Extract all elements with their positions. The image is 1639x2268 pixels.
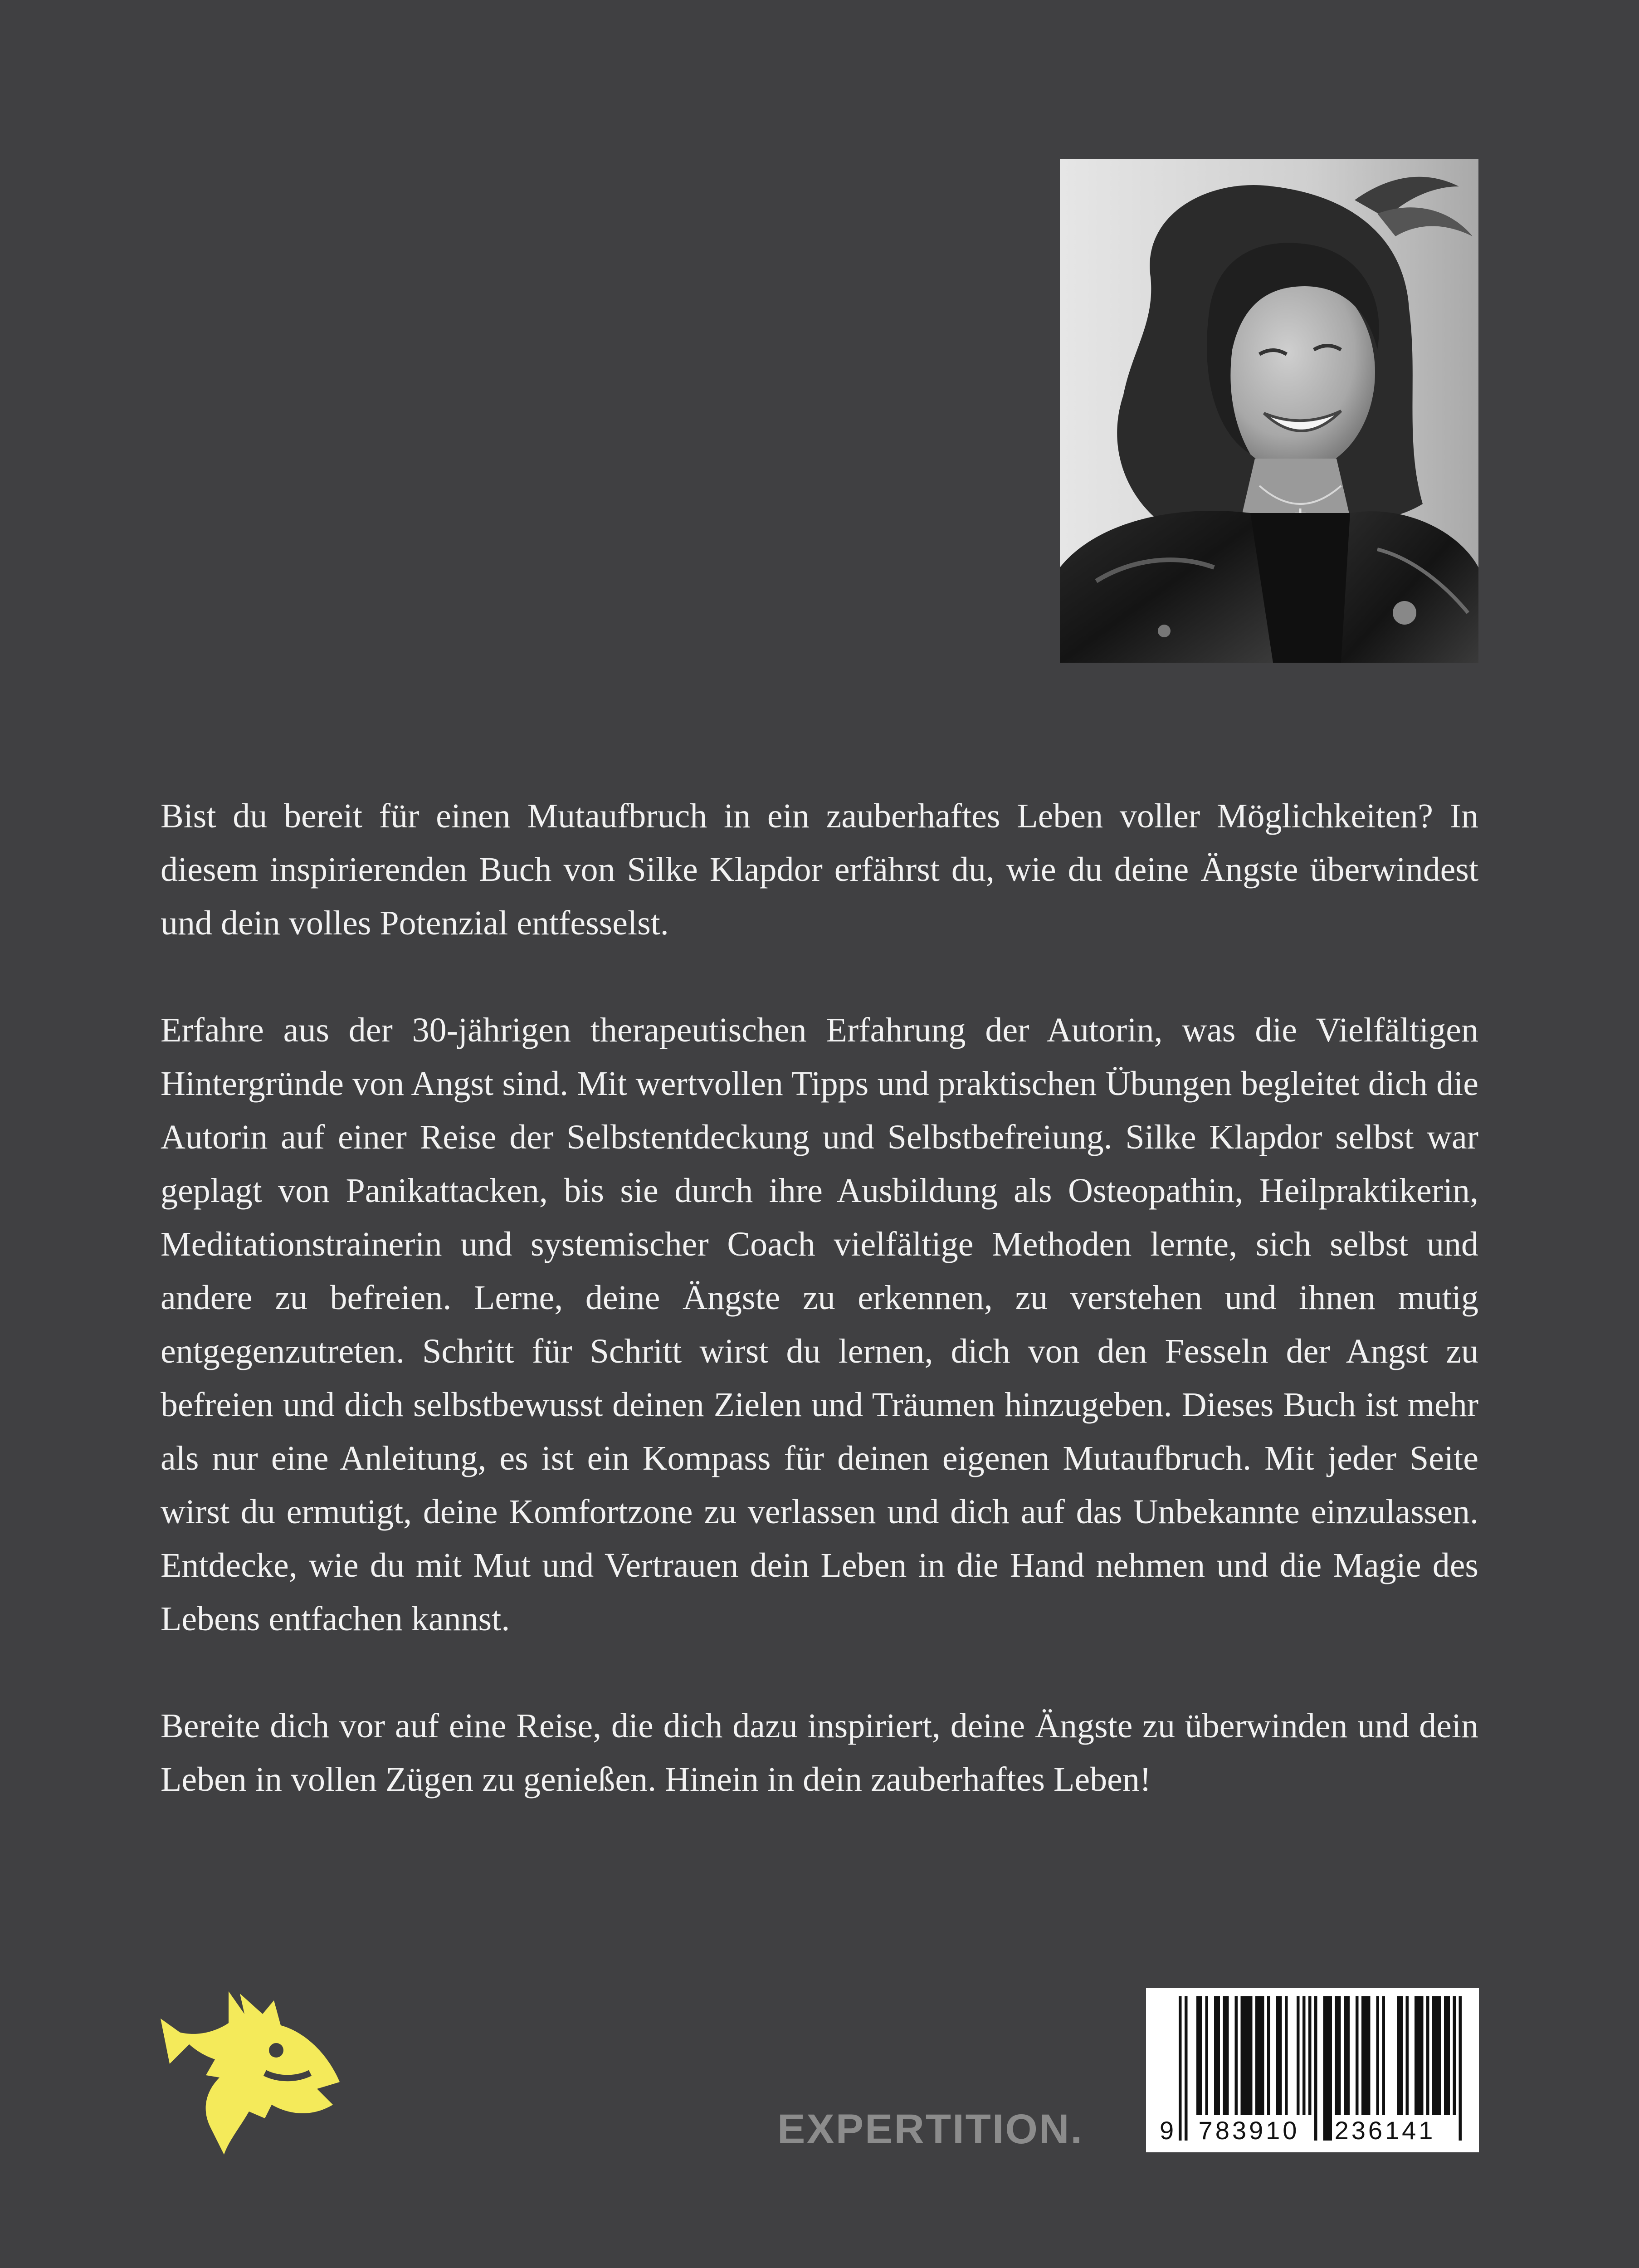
barcode-bar: [1453, 1996, 1456, 2115]
barcode-bar: [1179, 1996, 1182, 2141]
barcode-bar: [1196, 1996, 1202, 2115]
barcode-bar: [1426, 1996, 1429, 2115]
barcode-bar: [1397, 1996, 1403, 2115]
barcode-bar: [1459, 1996, 1462, 2141]
barcode-bar: [1335, 1996, 1341, 2115]
blurb-paragraph-intro: Bist du bereit für einen Mutaufbruch in ein zauberhaftes Leben voller Möglichkeiten? In diesem inspirierenden Buch von Silke Klapdor erfährst du, wie du deine Ängste überwindest und dein volles Potenzial entfesselst.: [161, 797, 1478, 942]
author-photo: [1060, 159, 1478, 663]
lion-head-logo-icon: [161, 1982, 342, 2155]
barcode-bar: [1285, 1996, 1288, 2115]
barcode-bar: [1241, 1996, 1253, 2115]
barcode-bar: [1255, 1996, 1264, 2115]
barcode-bar: [1376, 1996, 1380, 2115]
barcode-bar: [1356, 1996, 1359, 2115]
blurb-paragraph-main: Erfahre aus der 30-jährigen therapeutischen Erfahrung der Autorin, was die Vielfältigen Hintergründe von Angst sind. Mit wertvollen Tipps und praktischen Übungen begleitet dich die Autorin auf einer Reise der Selbstentdeckung und Selbstbefreiung. Silke Klapdor selbst war geplagt von Panikattacken, bis sie durch ihre Ausbildung als Osteopathin, Heilpraktikerin, Meditationstrainerin und systemischer Coach vielfältige Methoden lernte, sich selbst und andere zu befreien. Lerne, deine Ängste zu erkennen, zu verstehen und ihnen mutig entgegenzutreten. Schritt für Schritt wirst du lernen, dich von den Fesseln der Angst zu befreien und dich selbstbewusst deinen Zielen und Träumen hinzugeben. Dieses Buch ist mehr als nur eine Anleitung, es ist ein Kompass für deinen eigenen Mutaufbruch. Mit jeder Seite wirst du ermutigt, deine Komfortzone zu verlassen und dich auf das Unbekannte einzulassen. Entdecke, wie du mit Mut und Vertrauen dein Leben in die Hand nehmen und die Magie des Lebens entfachen kannst.: [161, 1011, 1478, 1638]
barcode-bar: [1308, 1996, 1312, 2115]
barcode-bar: [1267, 1996, 1270, 2115]
barcode-bar: [1415, 1996, 1424, 2115]
barcode-bar: [1361, 1996, 1371, 2115]
barcode-bar: [1235, 1996, 1238, 2115]
publisher-name: EXPERTITION.: [777, 2106, 1083, 2152]
barcode-bar: [1297, 1996, 1300, 2115]
barcode-bar: [1214, 1996, 1220, 2115]
barcode-bar: [1432, 1996, 1441, 2115]
barcode-digits-right: 236141: [1334, 2116, 1436, 2145]
barcode-lead-digit: 9: [1160, 2116, 1174, 2145]
blurb-paragraph-closing: Bereite dich vor auf eine Reise, die dich dazu inspiriert, deine Ängste zu überwinden und dein Leben in vollen Zügen zu genießen. Hinein in dein zauberhaftes Leben!: [161, 1707, 1478, 1799]
author-portrait-photo: [1060, 159, 1478, 663]
barcode-bar: [1344, 1996, 1350, 2115]
isbn-barcode: [1146, 1988, 1479, 2152]
barcode-bar: [1382, 1996, 1385, 2115]
barcode-bar: [1185, 1996, 1188, 2141]
barcode-bar: [1406, 1996, 1409, 2115]
barcode-bar: [1223, 1996, 1229, 2115]
barcode-bar: [1205, 1996, 1209, 2115]
barcode-digits-left: 783910: [1198, 2116, 1300, 2145]
barcode-bar: [1444, 1996, 1450, 2115]
barcode-bar: [1314, 1996, 1317, 2141]
blurb-text: [161, 789, 1478, 1806]
publisher-logo: [161, 1982, 342, 2155]
barcode-bar: [1276, 1996, 1282, 2115]
barcode-bar: [1302, 1996, 1306, 2115]
